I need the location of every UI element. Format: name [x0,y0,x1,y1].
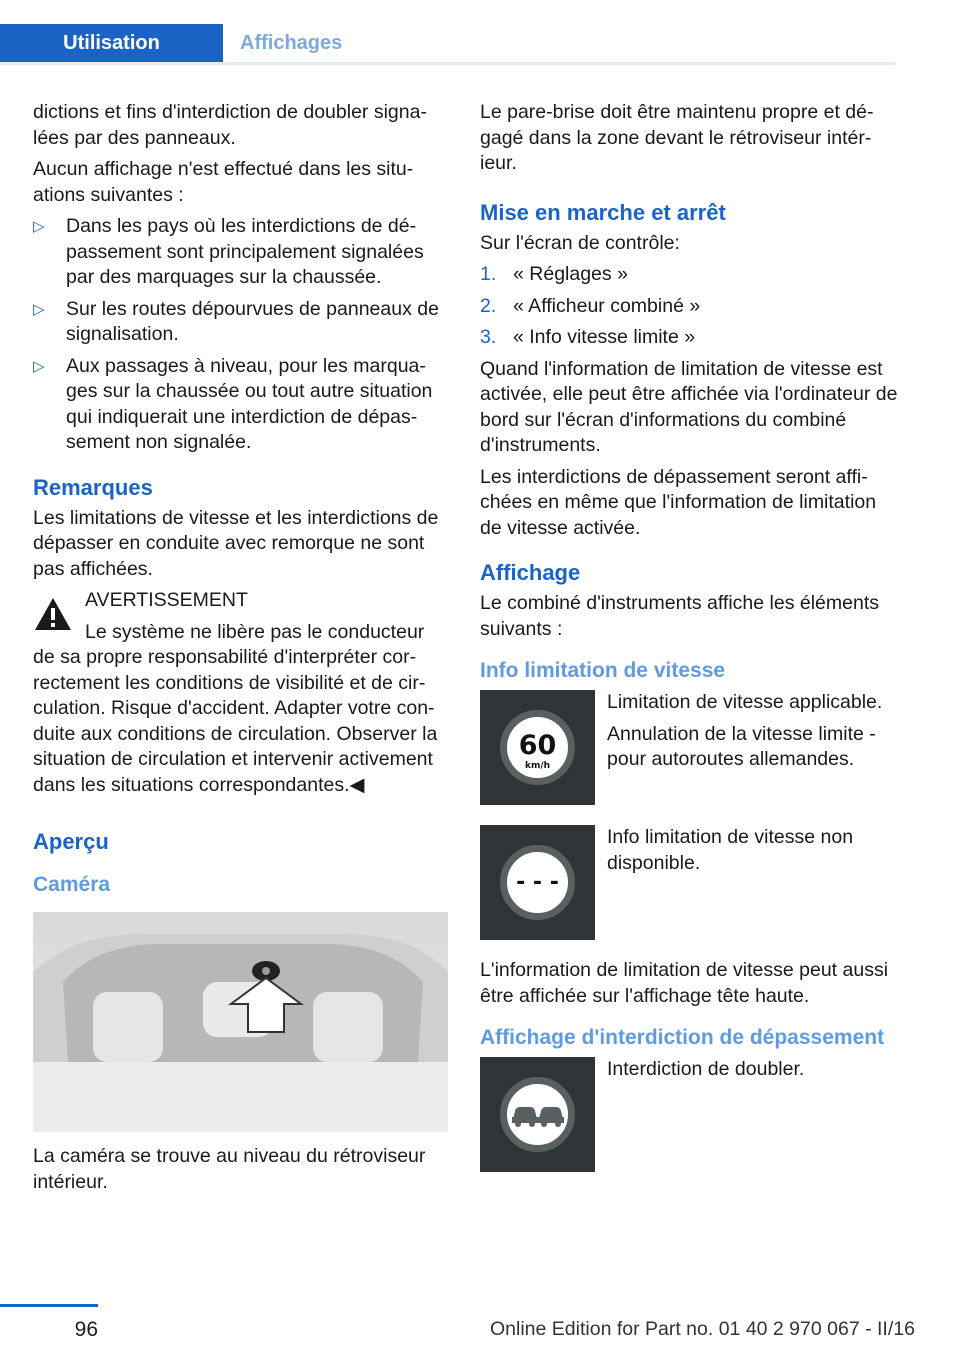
no-overtake-row [480,1057,900,1172]
list-item: 3. « Info vitesse limite » [480,326,696,348]
section-heading-remarques: Remarques [33,474,153,500]
list-item: 2. « Afficheur combiné » [480,294,701,317]
section-heading-apercu: Aperçu [33,829,109,854]
camera-location-image [33,912,448,1132]
dash-value: - - - [516,870,559,895]
list-item: 1. « Réglages » [480,263,628,285]
left-column [33,100,448,1201]
no-overtaking-sign-icon [480,1057,595,1172]
speed-unavailable-icon [480,825,595,940]
speed-unit: km/h [524,761,551,771]
speed-limit-row [480,690,900,805]
section-heading-marche: Mise en marche et arrêt [480,199,726,225]
footer-rule [0,1304,98,1307]
paragraph: Les interdictions de dépassement seront affichées en même que l'information de limitation de vitesse activée. [480,465,877,539]
paragraph: dictions et fins d'interdiction de doubler signalées par des panneaux. [33,101,427,149]
subheading-info-limitation: Info limitation de vitesse [480,659,726,682]
list-item: ▷ Sur les routes dépourvues de panneaux de signalisation. [33,297,448,348]
subheading-camera: Caméra [33,873,111,896]
warning-title: AVERTISSEMENT [85,589,248,611]
speed-text-2: Annulation de la vitesse limite - pour autoroutes allemandes. [607,722,876,770]
section-heading-affichage: Affichage [480,560,581,585]
paragraph: Sur l'écran de contrôle: [480,231,680,254]
list-item: ▷ Aux passages à niveau, pour les marquages sur la chaussée ou tout autre situation qui indiquerait une interdiction de dépassement non signalée. [33,354,448,456]
list-item: ▷ Dans les pays où les interdictions de dépassement sont principalement signalées par des marquages sur la chaussée. [33,214,448,291]
speed-text-1: Limitation de vitesse applicable. [607,691,883,713]
tab-utilisation[interactable]: Utilisation [0,24,223,62]
warning-first-line: Le système ne libère pas le conducteur [85,620,425,643]
paragraph: Aucun affichage n'est effectué dans les situations suivantes : [33,158,414,206]
edition-text: Online Edition for Part no. 01 40 2 970 067 - II/16 [490,1318,915,1340]
speed-value: 60 [518,730,557,761]
paragraph: Le pare-brise doit être maintenu propre et dégagé dans la zone devant le rétroviseur intérieur. [480,101,874,174]
unavailable-text: Info limitation de vitesse non disponible. [607,826,854,874]
speed-limit-sign-icon [480,690,595,805]
paragraph: Les limitations de vitesse et les interdictions de dépasser en conduite avec remorque ne sont pas affichées. [33,506,439,580]
camera-caption: La caméra se trouve au niveau du rétroviseur intérieur. [33,1145,426,1193]
page-number: 96 [74,1318,98,1341]
warning-triangle-icon [33,596,73,632]
unavailable-row [480,825,900,940]
bullet-list [33,214,448,456]
steps-list [480,262,900,351]
paragraph: Quand l'information de limitation de vitesse est activée, elle peut être affichée via l'ordinateur de bord sur l'écran d'informations du combiné d'instruments. [480,357,898,456]
no-overtake-text: Interdiction de doubler. [607,1058,805,1080]
paragraph: Le combiné d'instruments affiche les éléments suivants : [480,592,879,640]
subheading-interdiction: Affichage d'interdiction de dépassement [480,1026,885,1049]
tab-affichages[interactable]: Affichages [240,31,343,54]
right-column [480,100,900,1182]
paragraph: L'information de limitation de vitesse peut aussi être affichée sur l'affichage tête haute. [480,959,889,1007]
warning-block [33,588,448,645]
warning-text: de sa propre responsabilité d'interpréter correctement les conditions de visibilité et de circulation. Risque d'accident. Adapter votre conduite aux conditions de circulation. Observer la situation de circulation et intervenir activement dans les situations correspondantes.◀ [33,646,438,796]
